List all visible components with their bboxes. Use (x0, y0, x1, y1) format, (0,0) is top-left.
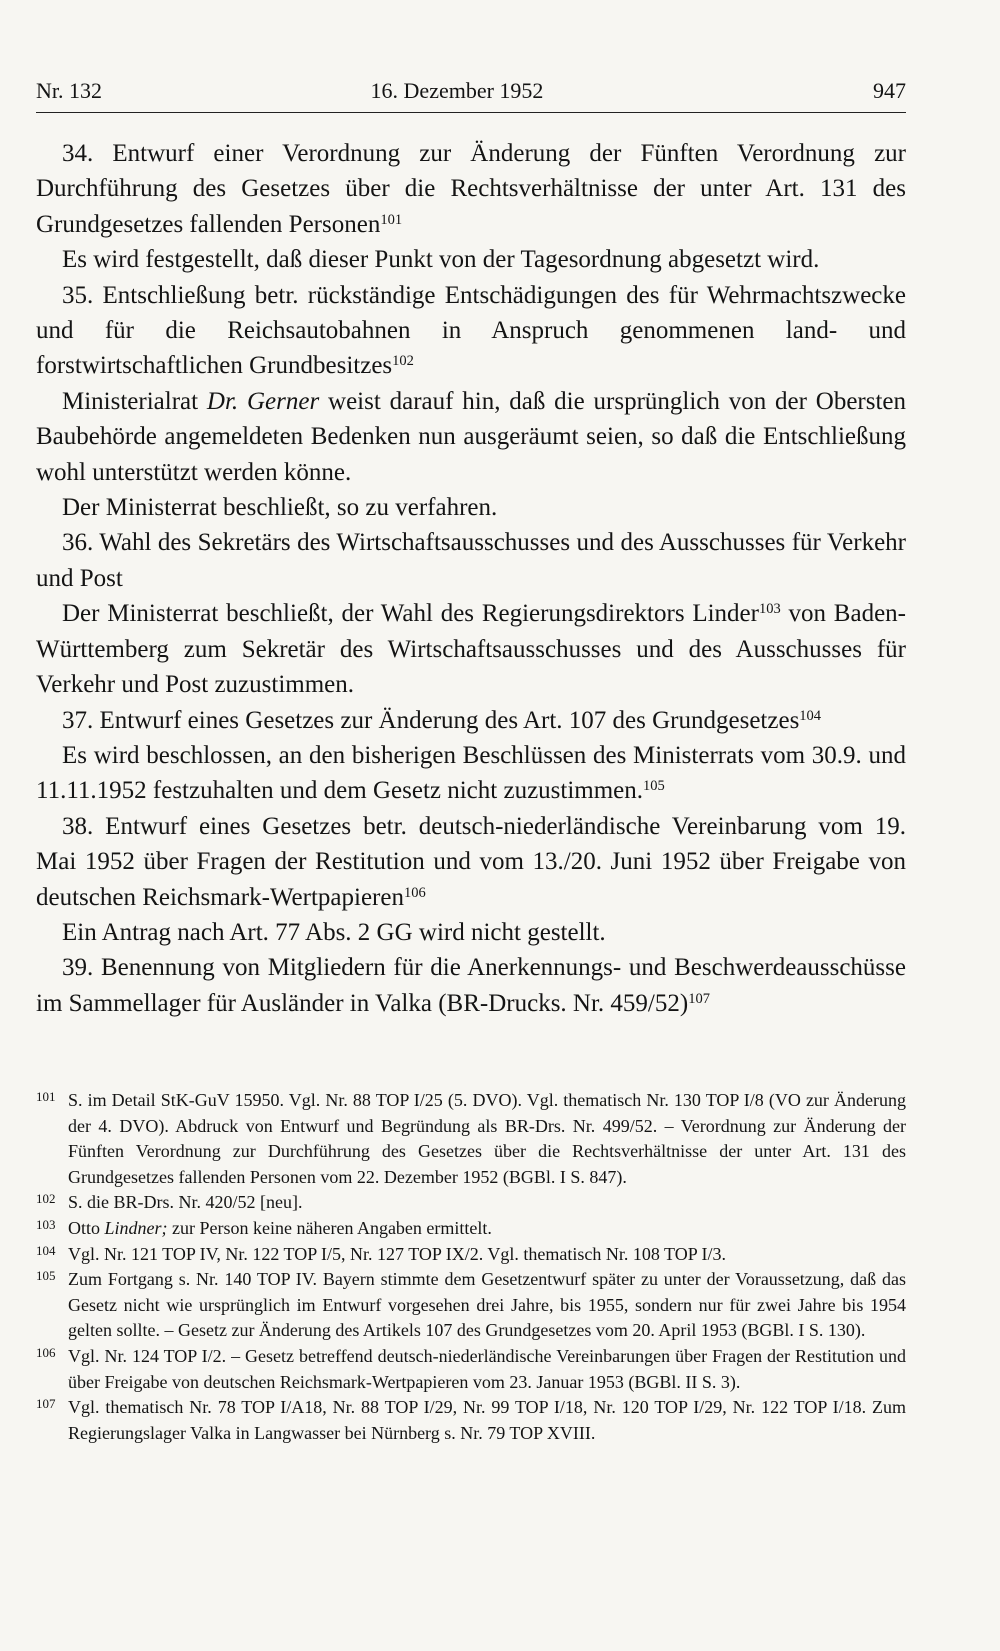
document-number: Nr. 132 (36, 78, 102, 103)
agenda-item-34-title: 34. Entwurf einer Verordnung zur Änderung der Fünften Verordnung zur Durchführung des Gesetzes über die Rechtsverhältnisse der unter Art. 131 des Grundgesetzes fallenden Personen$^{101}$ (36, 140, 906, 238)
footnotes (36, 1088, 906, 1446)
agenda-item-34-text: Es wird festgestellt, daß dieser Punkt von der Tagesordnung abgesetzt wird. (62, 246, 820, 274)
agenda-item-39-title: 39. Benennung von Mitgliedern für die Anerkennungs- und Beschwerdeausschüsse im Sammellager für Ausländer in Valka (BR-Drucks. Nr. 459/52)$^{107}$ (36, 954, 906, 1017)
agenda-item-36-title: 36. Wahl des Sekretärs des Wirtschaftsausschusses und des Ausschusses für Verkehr und Post (36, 529, 906, 592)
footnote-ref-103[interactable]: 103 (758, 601, 781, 618)
footnote-103: 103 Otto Lindner; zur Person keine näheren Angaben ermittelt. (36, 1216, 492, 1238)
footnote-ref-102[interactable]: 102 (392, 353, 414, 370)
agenda-item-35-text: Ministerialrat Dr. Gerner weist darauf hin, daß die ursprünglich von der Obersten Baubehörde angemeldeten Bedenken nun ausgeräumt seien, so daß die Entschließung wohl unterstützt werden könne. (36, 387, 907, 486)
footnote-ref-106[interactable]: 106 (403, 884, 426, 901)
footnote-ref-101[interactable]: 101 (380, 211, 403, 228)
footnote-106: 106 Vgl. Nr. 124 TOP I/2. – Gesetz betreffend deutsch-niederländische Vereinbarungen über Fragen der Restitution und über Freigabe von deutschen Reichsmark-Wertpapieren vom 23. Januar 1953 (BGBl. II S. 3). (36, 1344, 906, 1392)
person-name: Gerner (246, 387, 320, 415)
header-rule (36, 112, 906, 113)
footnote-104: 104 Vgl. Nr. 121 TOP IV, Nr. 122 TOP I/5, Nr. 127 TOP IX/2. Vgl. thematisch Nr. 108 TOP I/3. (36, 1242, 727, 1264)
agenda-item-38-text: Ein Antrag nach Art. 77 Abs. 2 GG wird nicht gestellt. (62, 918, 606, 946)
footnote-ref-107[interactable]: 107 (688, 990, 710, 1007)
footnote-ref-105[interactable]: 105 (643, 778, 665, 795)
page-number: 947 (873, 78, 906, 103)
footnote-101: 101 S. im Detail StK-GuV 15950. Vgl. Nr. 88 TOP I/25 (5. DVO). Vgl. thematisch Nr. 130 TOP I/8 (VO zur Änderung der 4. DVO). Abdruck von Entwurf und Begründung als BR-Drs. Nr. 499/52. – Verordnung zur Änderung der Fünften Verordnung zur Durchführung des Gesetzes über die Rechtsverhältnisse der unter Art. 131 des Grundgesetzes fallenden Personen vom 22. Dezember 1952 (BGBl. I S. 847). (36, 1089, 906, 1187)
footnote-ref-104[interactable]: 104 (799, 707, 822, 724)
footnote-105: 105 Zum Fortgang s. Nr. 140 TOP IV. Bayern stimmte dem Gesetzentwurf später zu unter der Voraussetzung, daß das Gesetz nicht wie ursprünglich im Entwurf vorgesehen drei Jahre, bis 1955, sondern nur für zwei Jahre bis 1954 gelten sollte. – Gesetz zur Änderung des Artikels 107 des Grundgesetzes vom 20. April 1953 (BGBl. I S. 130). (36, 1268, 906, 1341)
agenda-item-35-title: 35. Entschließung betr. rückständige Entschädigungen des für Wehrmachtszwecke und für die Reichsautobahnen in Anspruch genommenen land- und forstwirtschaftlichen Grundbesitzes$^{102}$ (36, 281, 906, 380)
agenda-item-37-text: Es wird beschlossen, an den bisherigen Beschlüssen des Ministerrats vom 30.9. und 11.11.1952 festzuhalten und dem Gesetz nicht zuzustimmen.$^{105}$ (36, 741, 906, 805)
running-header (36, 76, 906, 106)
footnote-107: 107 Vgl. thematisch Nr. 78 TOP I/A18, Nr. 88 TOP I/29, Nr. 99 TOP I/18, Nr. 120 TOP I/29, Nr. 122 TOP I/18. Zum Regierungslager Valka in Langwasser bei Nürnberg s. Nr. 79 TOP XVIII. (36, 1396, 906, 1443)
agenda-item-38-title: 38. Entwurf eines Gesetzes betr. deutsch-niederländische Vereinbarung vom 19. Mai 1952 über Fragen der Restitution und vom 13./20. Juni 1952 über Freigabe von deutschen Reichsmark-Wertpapieren$^{106}$ (36, 812, 906, 911)
footnote-102: 102 S. die BR-Drs. Nr. 420/52 [neu]. (36, 1191, 303, 1213)
agenda-item-36-text: Der Ministerrat beschließt, der Wahl des Regierungsdirektors Linder$^{103}$ von Baden-Württemberg zum Sekretär des Wirtschaftsausschusses und des Ausschusses für Verkehr und Post zuzustimmen. (36, 600, 906, 699)
agenda-item-37-title: 37. Entwurf eines Gesetzes zur Änderung des Art. 107 des Grundgesetzes$^{104}$ (62, 706, 822, 734)
agenda-item-35-decision: Der Ministerrat beschließt, so zu verfahren. (62, 494, 498, 522)
meeting-date: 16. Dezember 1952 (370, 78, 544, 103)
main-text (36, 136, 906, 1021)
